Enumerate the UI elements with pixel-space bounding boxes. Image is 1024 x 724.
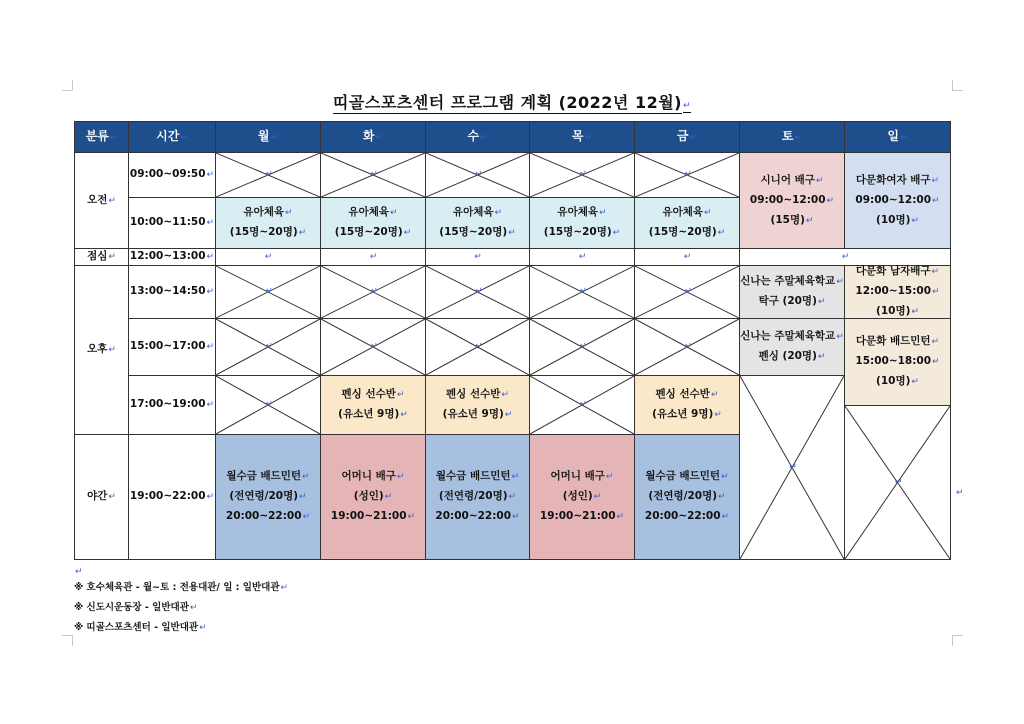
cell-text: 오후↵ [87,343,116,355]
lunch-slot: ↵ [634,248,740,266]
empty-slot: ↵ [320,318,426,376]
category-morning [74,152,129,249]
header-7 [634,121,740,153]
cell-text: 유아체육↵ (15명~20명)↵ [648,206,726,238]
cell-text: 월수금 배드민턴↵ (전연령/20명)↵ 20:00~22:00↵ [225,470,311,522]
cell-text: 펜싱 선수반↵ (유소년 9명)↵ [442,388,513,420]
program-cell [844,318,951,406]
program-cell [634,197,740,249]
time-slot [128,197,216,249]
program-cell [320,434,426,560]
header-8 [739,121,845,153]
header-9 [844,121,951,153]
empty-slot: ↵ [215,375,321,435]
lunch-slot: ↵ [320,248,426,266]
lunch-slot: ↵ [529,248,635,266]
empty-slot: ↵ [529,265,635,319]
cell-text: 화↵ [362,128,384,143]
header-3 [215,121,321,153]
empty-slot: ↵ [425,318,530,376]
program-cell [425,375,530,435]
program-cell [320,375,426,435]
cell-text: 월수금 배드민턴↵ (전연령/20명)↵ 20:00~22:00↵ [644,470,730,522]
cell-text: 유아체육↵ (15명~20명)↵ [229,206,307,238]
program-cell [529,434,635,560]
header-6 [529,121,635,153]
program-cell [844,265,951,319]
program-cell [215,434,321,560]
empty-slot: ↵ [634,318,740,376]
program-cell [844,152,951,249]
category-afternoon [74,265,129,435]
cell-text: 오전↵ [87,193,116,206]
empty-slot: ↵ [634,265,740,319]
cell-text: 금↵ [676,128,698,143]
cell-text: 13:00~14:50↵ [129,285,215,297]
cell-text: 다문화 배드민턴↵ 15:00~18:00↵ (10명)↵ [855,335,940,387]
category-lunch [74,248,129,266]
cell-text: 점심↵ [87,250,116,262]
lunch-slot: ↵ [215,248,321,266]
lunch-slot: ↵ [739,248,951,266]
cell-text: 월수금 배드민턴↵ (전연령/20명)↵ 20:00~22:00↵ [435,470,520,522]
cell-text: 유아체육↵ (15명~20명)↵ [543,206,621,238]
footnote: ※ 호수체육관 - 월~토 : 전용대관/ 일 : 일반대관↵ [74,582,289,593]
empty-slot: ↵ [425,152,530,198]
header-4 [320,121,426,153]
time-slot [128,152,216,198]
cell-text: 야간↵ [87,490,116,502]
program-cell [634,375,740,435]
cell-text: 펜싱 선수반↵ (유소년 9명)↵ [338,388,408,420]
empty-slot: ↵ [529,375,635,435]
cell-text: 15:00~17:00↵ [129,340,215,352]
empty-slot: ↵ [844,405,951,560]
cell-text: 17:00~19:00↵ [129,398,215,410]
cell-text: 수↵ [467,128,488,143]
cell-text: 분류↵ [85,128,118,143]
cell-text: 어머니 배구↵ (성인)↵ 19:00~21:00↵ [330,470,416,522]
cell-text: 다문화여자 배구↵ 09:00~12:00↵ (10명)↵ [855,173,940,226]
header-2 [128,121,216,153]
page-corner-mark [62,635,73,646]
page-corner-mark [952,635,963,646]
program-cell [739,265,845,319]
cell-text: 유아체육↵ (15명~20명)↵ [334,206,412,238]
program-cell [739,318,845,376]
cell-text: 신나는 주말체육학교↵ 펜싱 (20명)↵ [740,330,844,362]
empty-slot: ↵ [529,152,635,198]
program-cell [739,152,845,249]
time-slot [128,248,216,266]
program-cell [425,197,530,249]
cell-text: 다문화 남자배구↵ 12:00~15:00↵ (10명)↵ [855,265,940,317]
cell-text: 19:00~22:00↵ [129,490,215,502]
cell-text: 유아체육↵ (15명~20명)↵ [439,206,516,238]
program-cell [425,434,530,560]
empty-slot: ↵ [634,152,740,198]
cell-text: 월↵ [257,128,279,143]
empty-slot: ↵ [425,265,530,319]
cell-text: 10:00~11:50↵ [129,216,215,228]
time-slot [128,265,216,319]
footnotes: ↵ ※ 호수체육관 - 월~토 : 전용대관/ 일 : 일반대관↵ ※ 신도시운동장 - 일반대관↵ ※ 띠골스포츠센터 - 일반대관↵ [74,566,288,638]
program-cell [215,197,321,249]
empty-slot: ↵ [320,265,426,319]
cell-text: 목↵ [571,128,593,143]
document-title: 띠골스포츠센터 프로그램 계획 (2022년 12월)↵ [332,93,692,112]
footnote: ※ 신도시운동장 - 일반대관↵ [74,602,198,613]
time-slot [128,375,216,435]
category-night [74,434,129,560]
empty-slot: ↵ [215,318,321,376]
empty-slot: ↵ [739,375,845,560]
program-cell [634,434,740,560]
empty-slot: ↵ [215,265,321,319]
time-slot [128,318,216,376]
cell-text: 어머니 배구↵ (성인)↵ 19:00~21:00↵ [539,470,625,522]
program-cell [320,197,426,249]
program-cell [529,197,635,249]
cell-text: 시니어 배구↵ 09:00~12:00↵ (15명)↵ [749,173,835,226]
paragraph-mark: ↵ [956,488,964,498]
cell-text: 시간↵ [156,128,188,143]
cell-text: 09:00~09:50↵ [129,168,215,180]
header-5 [425,121,530,153]
cell-text: 일↵ [887,128,908,143]
footnote: ※ 띠골스포츠센터 - 일반대관↵ [74,622,207,633]
time-slot [128,434,216,560]
cell-text: 펜싱 선수반↵ (유소년 9명)↵ [652,388,722,420]
cell-text: 신나는 주말체육학교↵ 탁구 (20명)↵ [740,275,844,307]
empty-slot: ↵ [529,318,635,376]
lunch-slot: ↵ [425,248,530,266]
schedule-table [74,121,950,559]
header-1 [74,121,129,153]
empty-slot: ↵ [215,152,321,198]
cell-text: 토↵ [781,128,803,143]
cell-text: 12:00~13:00↵ [129,250,215,262]
empty-slot: ↵ [320,152,426,198]
